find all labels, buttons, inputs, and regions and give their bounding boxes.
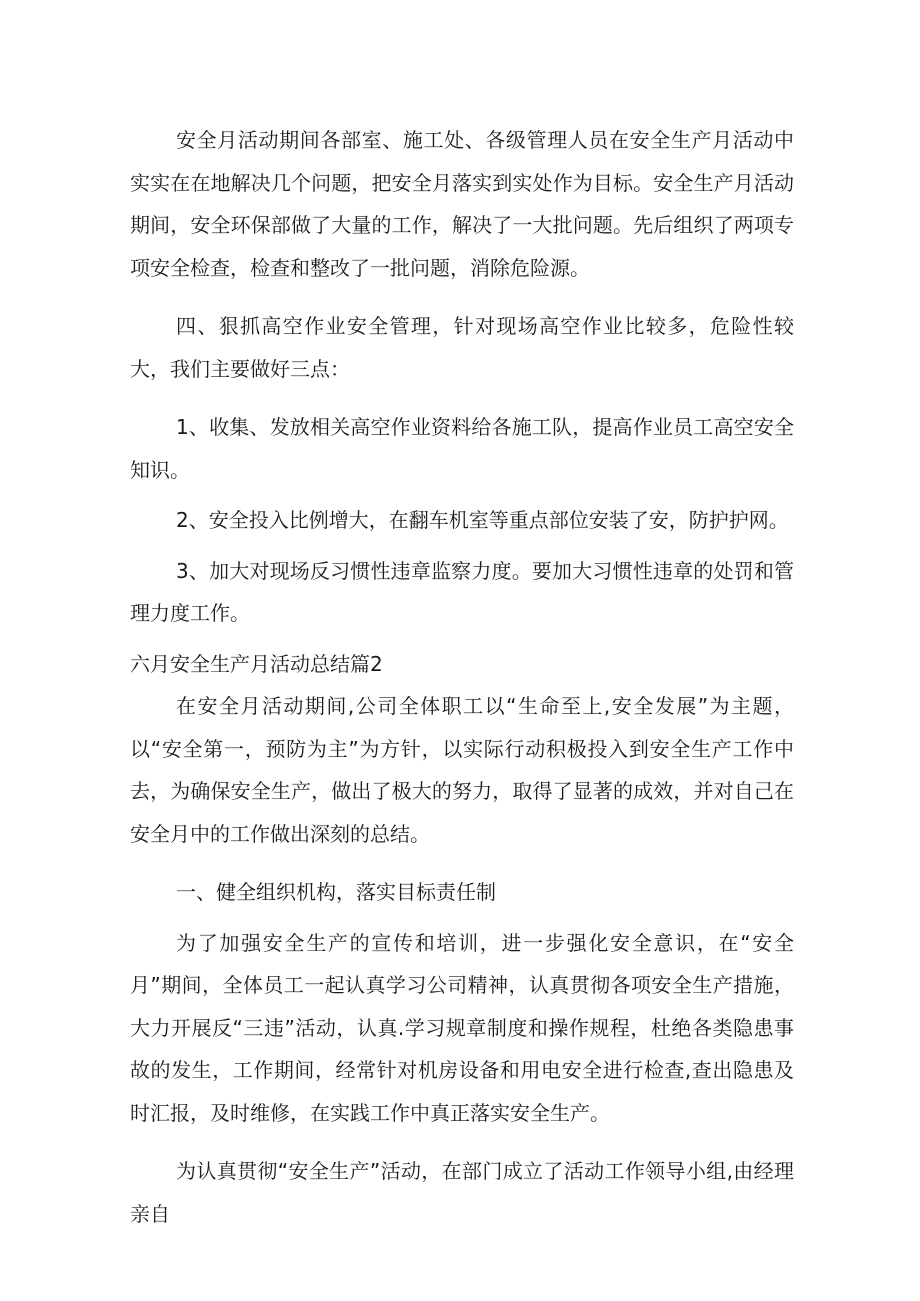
paragraph-safety-month-work: 安全月活动期间各部室、施工处、各级管理人员在安全生产月活动中实实在在地解决几个问题，把安全月落实到实处作为目标。安全生产月活动期间，安全环保部做了大量的工作，解决了一大批问题。先后组织了两项专项安全检查，检查和整改了一批问题，消除危险源。	[130, 128, 794, 280]
list-item-2: 2、安全投入比例增大，在翻车机室等重点部位安装了安，防护护网。	[176, 508, 789, 532]
document-body	[130, 119, 794, 1235]
section-title: 六月安全生产月活动总结篇2	[130, 651, 383, 676]
subheading-organization: 一、健全组织机构，落实目标责任制	[176, 880, 496, 904]
list-item-1: 1、收集、发放相关高空作业资料给各施工队，提高作业员工高空安全知识。	[130, 415, 794, 482]
paragraph-training: 为了加强安全生产的宣传和培训，进一步强化安全意识，在“安全月”期间，全体员工一起认真学习公司精神，认真贯彻各项安全生产措施，大力开展反“三违”活动，认真.学习规章制度和操作规程，杜绝各类隐患事故的发生，工作期间，经常针对机房设备和用电安全进行检查,查出隐患及时汇报，及时维修，在实践工作中真正落实安全生产。	[130, 930, 794, 1125]
paragraph-leadership-group: 为认真贯彻“安全生产”活动，在部门成立了活动工作领导小组,由经理亲自	[130, 1159, 794, 1226]
list-item-3: 3、加大对现场反习惯性违章监察力度。要加大习惯性违章的处罚和管理力度工作。	[130, 558, 794, 625]
paragraph-intro: 在安全月活动期间,公司全体职工以“生命至上,安全发展”为主题，以“安全第一，预防为主”为方针，以实际行动积极投入到安全生产工作中去，为确保安全生产，做出了极大的努力，取得了显著的成效，并对自己在安全月中的工作做出深刻的总结。	[130, 694, 794, 846]
paragraph-high-altitude-management: 四、狠抓高空作业安全管理，针对现场高空作业比较多，危险性较大，我们主要做好三点：	[130, 314, 794, 381]
